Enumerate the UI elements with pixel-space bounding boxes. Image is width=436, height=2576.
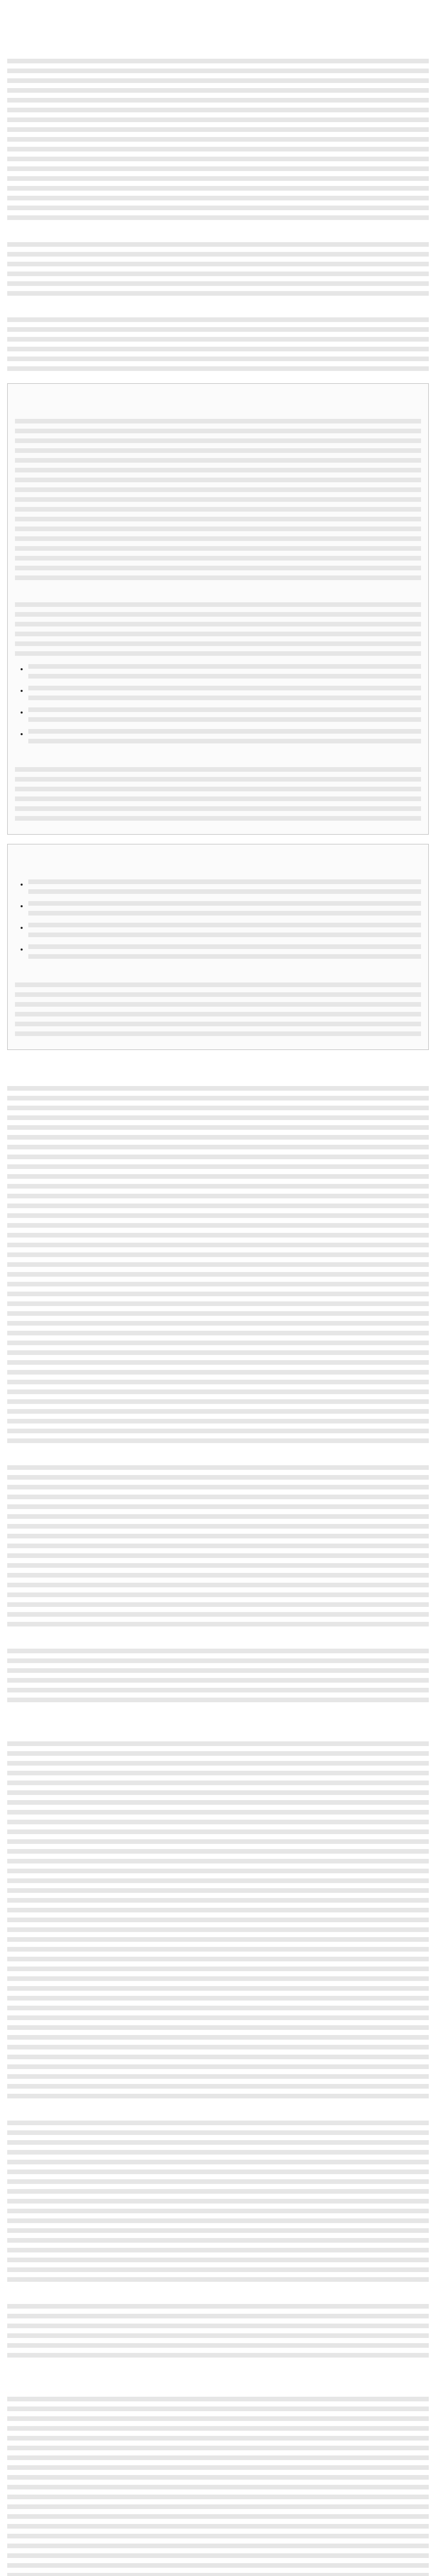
- text-placeholder: [7, 317, 429, 374]
- list-item: [28, 664, 421, 684]
- text-placeholder: [7, 2304, 429, 2361]
- paragraph: [7, 1073, 429, 1082]
- section-4: [7, 1059, 429, 1705]
- section-factors: [7, 844, 429, 1050]
- paragraph: [7, 304, 429, 313]
- text-placeholder: [7, 2121, 429, 2285]
- text-placeholder: [7, 59, 429, 224]
- list-item: [28, 686, 421, 705]
- section-heading: [7, 2370, 429, 2378]
- paragraph: [7, 2291, 429, 2300]
- text-placeholder: [15, 602, 421, 659]
- list-item: [28, 944, 421, 964]
- text-placeholder: [7, 1465, 429, 1630]
- section-intro: [7, 32, 429, 374]
- section-heading: [7, 32, 429, 40]
- paragraph: [15, 866, 421, 875]
- text-placeholder: [15, 419, 421, 584]
- section-6: [7, 2370, 429, 2576]
- text-placeholder: [7, 1741, 429, 2102]
- text-placeholder: [15, 767, 421, 824]
- paragraph: [7, 1452, 429, 1461]
- paragraph: [7, 1728, 429, 1737]
- text-placeholder: [7, 242, 429, 299]
- text-placeholder: [7, 1086, 429, 1447]
- bullet-list: [15, 664, 421, 749]
- text-placeholder: [7, 1649, 429, 1705]
- paragraph: [15, 754, 421, 763]
- text-placeholder: [15, 982, 421, 1039]
- section-heading: [15, 853, 421, 861]
- section-heading: [15, 392, 421, 400]
- paragraph: [15, 969, 421, 978]
- paragraph: [15, 589, 421, 598]
- section-causes: [7, 383, 429, 835]
- page-title: [7, 9, 429, 25]
- bullet-list: [15, 879, 421, 964]
- paragraph: [7, 2107, 429, 2116]
- paragraph: [7, 2383, 429, 2393]
- paragraph: [7, 229, 429, 238]
- text-placeholder: [7, 2397, 429, 2576]
- list-item: [28, 729, 421, 749]
- section-heading: [7, 1715, 429, 1723]
- paragraph: [15, 405, 421, 415]
- list-item: [28, 879, 421, 899]
- paragraph: [7, 1635, 429, 1645]
- list-item: [28, 923, 421, 942]
- section-heading: [7, 1059, 429, 1067]
- section-5: [7, 1715, 429, 2361]
- paragraph: [7, 45, 429, 55]
- list-item: [28, 707, 421, 727]
- list-item: [28, 901, 421, 921]
